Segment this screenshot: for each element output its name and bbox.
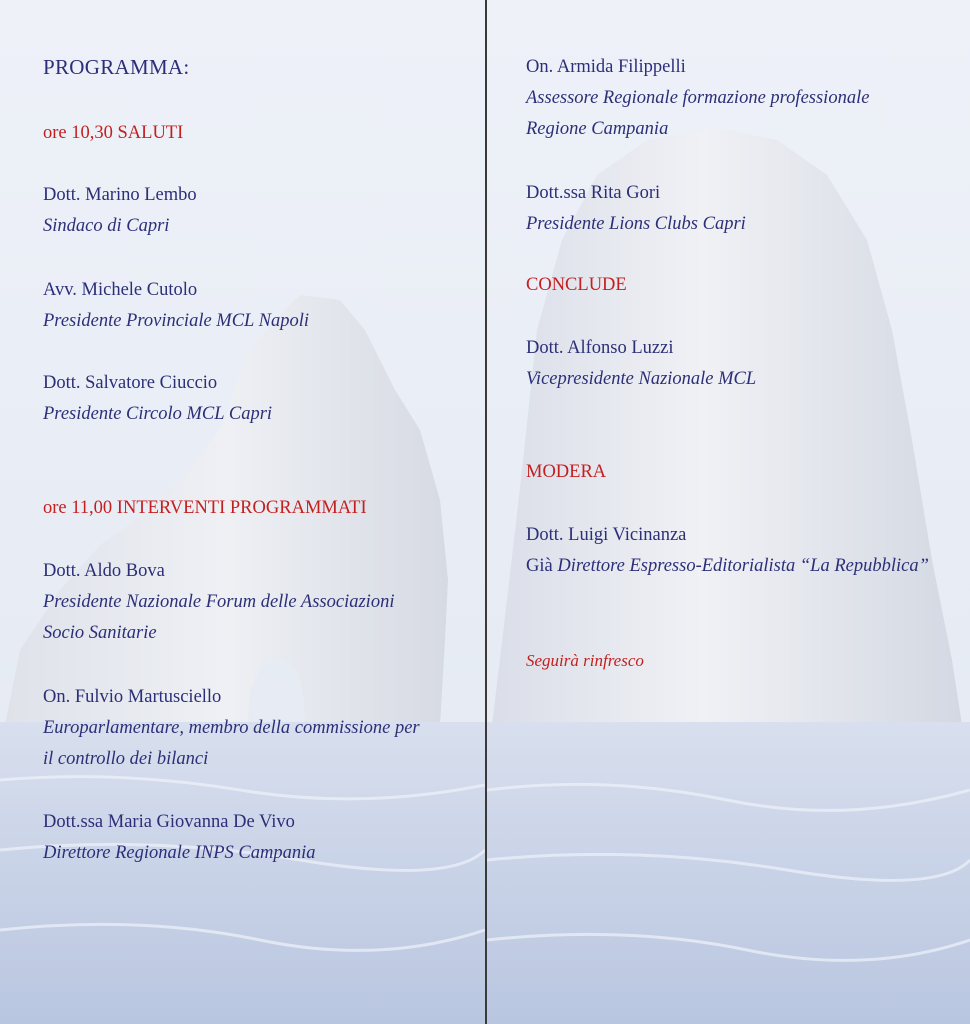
speaker-name: Dott. Marino Lembo — [43, 185, 197, 205]
speaker-role: il controllo dei bilanci — [43, 749, 209, 769]
right-panel — [487, 0, 970, 1024]
speaker-name: Dott. Luigi Vicinanza — [526, 525, 687, 545]
conclude-label: CONCLUDE — [526, 275, 627, 295]
speaker-name: On. Armida Filippelli — [526, 57, 686, 77]
role-italic: Direttore Espresso-Editorialista “La Repubblica” — [557, 556, 929, 576]
speaker-role: Regione Campania — [526, 119, 669, 139]
program-heading: PROGRAMMA: — [43, 55, 190, 79]
speaker-role: Socio Sanitarie — [43, 623, 157, 643]
speaker-role: Presidente Nazionale Forum delle Associazioni — [43, 592, 395, 612]
speaker-name: Dott. Alfonso Luzzi — [526, 338, 674, 358]
speaker-role: Europarlamentare, membro della commissione per — [43, 718, 420, 738]
speaker-role: Direttore Regionale INPS Campania — [43, 843, 316, 863]
speaker-role: Presidente Lions Clubs Capri — [526, 214, 746, 234]
speaker-name: Dott. Aldo Bova — [43, 561, 165, 581]
role-prefix: Già — [526, 556, 553, 576]
speaker-name: Dott.ssa Rita Gori — [526, 183, 661, 203]
speaker-role: Sindaco di Capri — [43, 216, 170, 236]
session-label-interventi: ore 11,00 INTERVENTI PROGRAMMATI — [43, 498, 367, 518]
speaker-name: Dott.ssa Maria Giovanna De Vivo — [43, 812, 295, 832]
speaker-role: Assessore Regionale formazione professionale — [526, 88, 870, 108]
closing-note: Seguirà rinfresco — [526, 651, 644, 670]
modera-label: MODERA — [526, 462, 607, 482]
speaker-name: Avv. Michele Cutolo — [43, 280, 198, 300]
speaker-role: Presidente Circolo MCL Capri — [43, 404, 273, 424]
speaker-name: On. Fulvio Martusciello — [43, 687, 222, 707]
speaker-role — [526, 555, 929, 577]
speaker-role: Vicepresidente Nazionale MCL — [526, 369, 757, 389]
speaker-name: Dott. Salvatore Ciuccio — [43, 373, 218, 393]
session-label-saluti: ore 10,30 SALUTI — [43, 123, 184, 143]
speaker-role: Presidente Provinciale MCL Napoli — [43, 311, 309, 331]
